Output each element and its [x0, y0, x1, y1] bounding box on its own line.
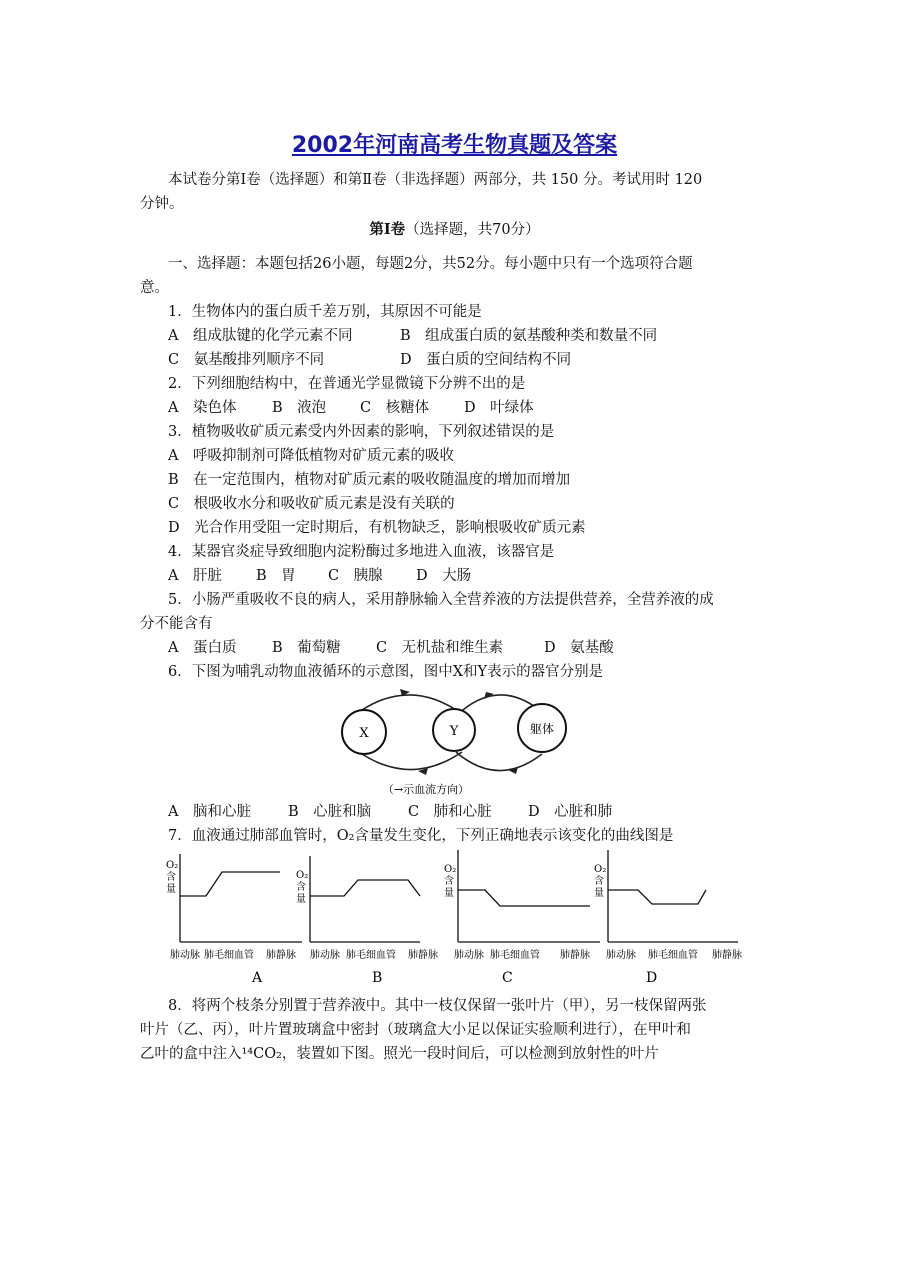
- q1-option-d: D 蛋白质的空间结构不同: [400, 352, 572, 368]
- graph-b-tick-2: 肺毛细血管: [346, 950, 396, 961]
- diagram-node-y: Y: [449, 724, 459, 739]
- q5-options: [168, 636, 614, 660]
- q2-options: [168, 396, 534, 420]
- q5-option-b: B 葡萄糖: [272, 640, 341, 656]
- q5-stem-1: 5．小肠严重吸收不良的病人，采用静脉输入全营养液的方法提供营养，全营养液的成: [168, 592, 714, 608]
- q2-option-b: B 液泡: [272, 400, 327, 416]
- q6-option-a: A 脑和心脏: [168, 804, 251, 820]
- q6-option-d: D 心脏和肺: [528, 804, 613, 820]
- q4-option-d: D 大肠: [416, 568, 472, 584]
- q6-option-b: B 心脏和脑: [288, 804, 372, 820]
- q3-option-b: B 在一定范围内，植物对矿质元素的吸收随温度的增加而增加: [168, 472, 571, 488]
- graph-a-ylabel-3: 量: [166, 884, 176, 895]
- graph-d-letter: D: [646, 970, 658, 986]
- graph-c-ylabel-2: 含: [444, 876, 454, 887]
- section-intro-2: 意。: [140, 280, 169, 296]
- q1-stem: 1．生物体内的蛋白质千差万别，其原因不可能是: [168, 304, 482, 320]
- graph-b-ylabel-1: O₂: [296, 870, 309, 881]
- q8-line-1: 8．将两个枝条分别置于营养液中。其中一枝仅保留一张叶片（甲），另一枝保留两张: [168, 998, 707, 1014]
- q6-options: [168, 800, 612, 824]
- graph-a-tick-1: 肺动脉: [170, 950, 200, 961]
- graph-a-ylabel-2: 含: [166, 872, 176, 883]
- q8-line-3: 乙叶的盒中注入¹⁴CO₂，装置如下图。照光一段时间后，可以检测到放射性的叶片: [140, 1046, 659, 1062]
- q2-option-c: C 核糖体: [360, 400, 430, 416]
- q2-stem: 2．下列细胞结构中，在普通光学显微镜下分辨不出的是: [168, 376, 526, 392]
- graph-c-tick-1: 肺动脉: [454, 950, 484, 961]
- page-title: 2002年河南高考生物真题及答案: [291, 133, 618, 158]
- q5-option-a: A 蛋白质: [168, 640, 237, 656]
- q4-stem: 4．某器官炎症导致细胞内淀粉酶过多地进入血液，该器官是: [168, 544, 555, 560]
- diagram-caption: （→示血流方向）: [382, 783, 470, 796]
- intro-line-1: 本试卷分第Ⅰ卷（选择题）和第Ⅱ卷（非选择题）两部分，共 150 分。考试用时 120: [168, 172, 703, 188]
- section-intro-1: 一、选择题：本题包括26小题，每题2分，共52分。每小题中只有一个选项符合题: [168, 256, 693, 272]
- graph-c-tick-3: 肺静脉: [560, 950, 590, 961]
- q6-stem: 6．下图为哺乳动物血液循环的示意图，图中X和Y表示的器官分别是: [168, 664, 604, 680]
- graph-a-letter: A: [252, 970, 263, 986]
- q3-stem: 3．植物吸收矿质元素受内外因素的影响，下列叙述错误的是: [168, 424, 555, 440]
- graph-d-ylabel-3: 量: [594, 888, 604, 899]
- q5-stem-2: 分不能含有: [140, 616, 213, 632]
- part-heading-bold: 第Ⅰ卷: [369, 221, 406, 238]
- q6-option-c: C 肺和心脏: [408, 804, 492, 820]
- q2-option-d: D 叶绿体: [464, 400, 534, 416]
- graph-b-ylabel-3: 量: [296, 894, 306, 905]
- graph-d-tick-1: 肺动脉: [606, 950, 636, 961]
- graph-d-ylabel-2: 含: [594, 876, 604, 887]
- q5-option-d: D 氨基酸: [544, 640, 614, 656]
- q8-line-2: 叶片（乙、丙），叶片置玻璃盒中密封（玻璃盒大小足以保证实验顺利进行），在甲叶和: [140, 1022, 691, 1038]
- graph-c-ylabel-3: 量: [444, 888, 454, 899]
- graph-d-tick-2: 肺毛细血管: [648, 950, 698, 961]
- graph-b-ylabel-2: 含: [296, 882, 306, 893]
- circulation-diagram: [330, 680, 590, 800]
- graph-b-letter: B: [372, 970, 383, 986]
- graph-c-tick-2: 肺毛细血管: [490, 950, 540, 961]
- q1-option-b: B 组成蛋白质的氨基酸种类和数量不同: [400, 328, 658, 344]
- q1-option-c: C 氨基酸排列顺序不同: [168, 352, 325, 368]
- q1-option-a: A 组成肽键的化学元素不同: [168, 328, 353, 344]
- q2-option-a: A 染色体: [168, 400, 237, 416]
- o2-curve-graphs: [160, 846, 760, 986]
- diagram-node-body: 躯体: [529, 722, 555, 736]
- graph-c-letter: C: [502, 970, 513, 986]
- graph-a-ylabel-1: O₂: [166, 860, 179, 871]
- graph-b-tick-1: 肺动脉: [310, 950, 340, 961]
- graph-a-tick-3: 肺静脉: [266, 950, 296, 961]
- q5-option-c: C 无机盐和维生素: [376, 640, 504, 656]
- q4-option-a: A 肝脏: [168, 568, 222, 584]
- graph-a-tick-2: 肺毛细血管: [204, 950, 254, 961]
- diagram-node-x: X: [359, 726, 369, 741]
- q4-options: [168, 564, 471, 588]
- q4-option-b: B 胃: [256, 568, 296, 584]
- part-heading: [0, 218, 909, 239]
- graph-c-ylabel-1: O₂: [444, 864, 457, 875]
- part-heading-rest: （选择题，共70分）: [405, 222, 540, 238]
- q4-option-c: C 胰腺: [328, 568, 383, 584]
- q3-option-d: D 光合作用受阻一定时期后，有机物缺乏，影响根吸收矿质元素: [168, 520, 586, 536]
- q7-stem: 7．血液通过肺部血管时，O₂含量发生变化，下列正确地表示该变化的曲线图是: [168, 828, 674, 844]
- q3-option-a: A 呼吸抑制剂可降低植物对矿质元素的吸收: [168, 448, 454, 464]
- graph-b-tick-3: 肺静脉: [408, 950, 438, 961]
- graph-d-ylabel-1: O₂: [594, 864, 607, 875]
- graph-d-tick-3: 肺静脉: [712, 950, 742, 961]
- q3-option-c: C 根吸收水分和吸收矿质元素是没有关联的: [168, 496, 455, 512]
- intro-line-2: 分钟。: [140, 196, 184, 212]
